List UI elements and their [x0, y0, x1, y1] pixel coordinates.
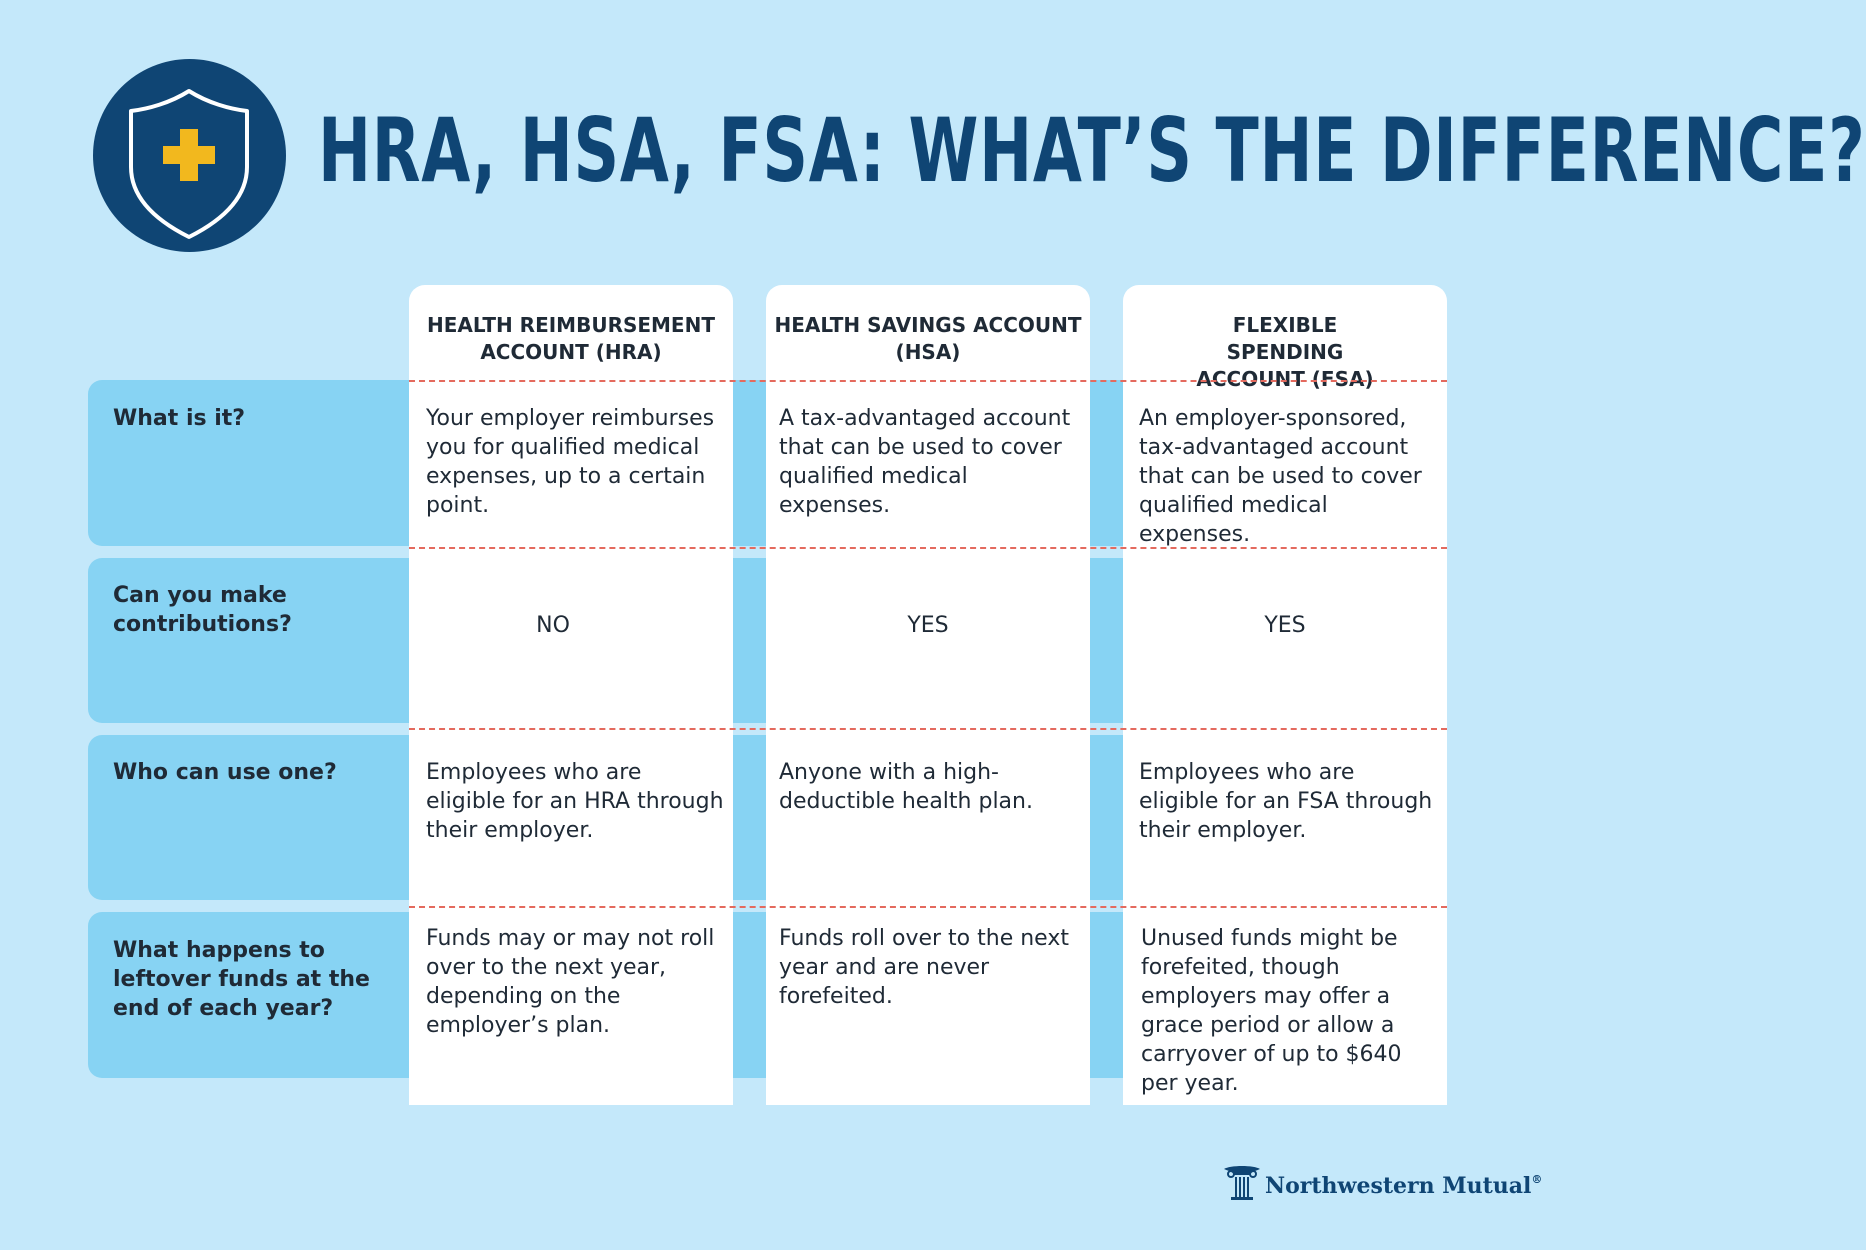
page-title: HRA, HSA, FSA: WHAT’S THE DIFFERENCE? [318, 99, 1866, 202]
cell-hsa-who-can-use: Anyone with a high-deductible health plan. [779, 760, 1033, 814]
divider [409, 380, 1447, 382]
cell-hra-what-is-it: Your employer reimburses you for qualified medical expenses, up to a certain point. [426, 406, 715, 518]
row-label-what-is-it: What is it? [113, 406, 246, 431]
column-heading-hra: HEALTH REIMBURSEMENT ACCOUNT (HRA) [427, 313, 715, 364]
cell-fsa-leftover-funds: Unused funds might be forefeited, though employers may offer a grace period or allow a carryover of up to $640 per year. [1141, 926, 1402, 1096]
cell-hsa-contributions: YES [907, 613, 949, 638]
cell-hsa-what-is-it: A tax-advantaged account that can be used to cover qualified medical expenses. [779, 406, 1071, 518]
row-label-leftover-funds: What happens to leftover funds at the end of each year? [113, 938, 370, 1021]
cell-hsa-leftover-funds: Funds roll over to the next year and are never forefeited. [779, 926, 1069, 1009]
cell-fsa-what-is-it: An employer-sponsored, tax-advantaged account that can be used to cover qualified medical expenses. [1139, 406, 1422, 547]
cell-hra-leftover-funds: Funds may or may not roll over to the next year, depending on the employer’s plan. [426, 926, 715, 1038]
registered-mark: ® [1531, 1173, 1543, 1186]
shield-plus-icon [93, 59, 286, 252]
cell-hra-contributions: NO [536, 613, 570, 638]
divider [409, 906, 1447, 908]
divider [409, 728, 1447, 730]
column-capital-icon [1222, 1165, 1262, 1201]
row-label-who-can-use: Who can use one? [113, 760, 337, 785]
row-label-contributions: Can you make contributions? [113, 583, 292, 637]
brand-logo [1265, 1173, 1542, 1199]
column-heading-fsa: FLEXIBLE SPENDING ACCOUNT (FSA) [1196, 313, 1374, 391]
cell-hra-who-can-use: Employees who are eligible for an HRA through their employer. [426, 760, 724, 843]
shield-badge [93, 59, 286, 252]
column-heading-hsa: HEALTH SAVINGS ACCOUNT (HSA) [774, 313, 1082, 364]
brand-name: Northwestern Mutual [1265, 1173, 1532, 1199]
cell-fsa-who-can-use: Employees who are eligible for an FSA through their employer. [1139, 760, 1433, 843]
cell-fsa-contributions: YES [1264, 613, 1306, 638]
